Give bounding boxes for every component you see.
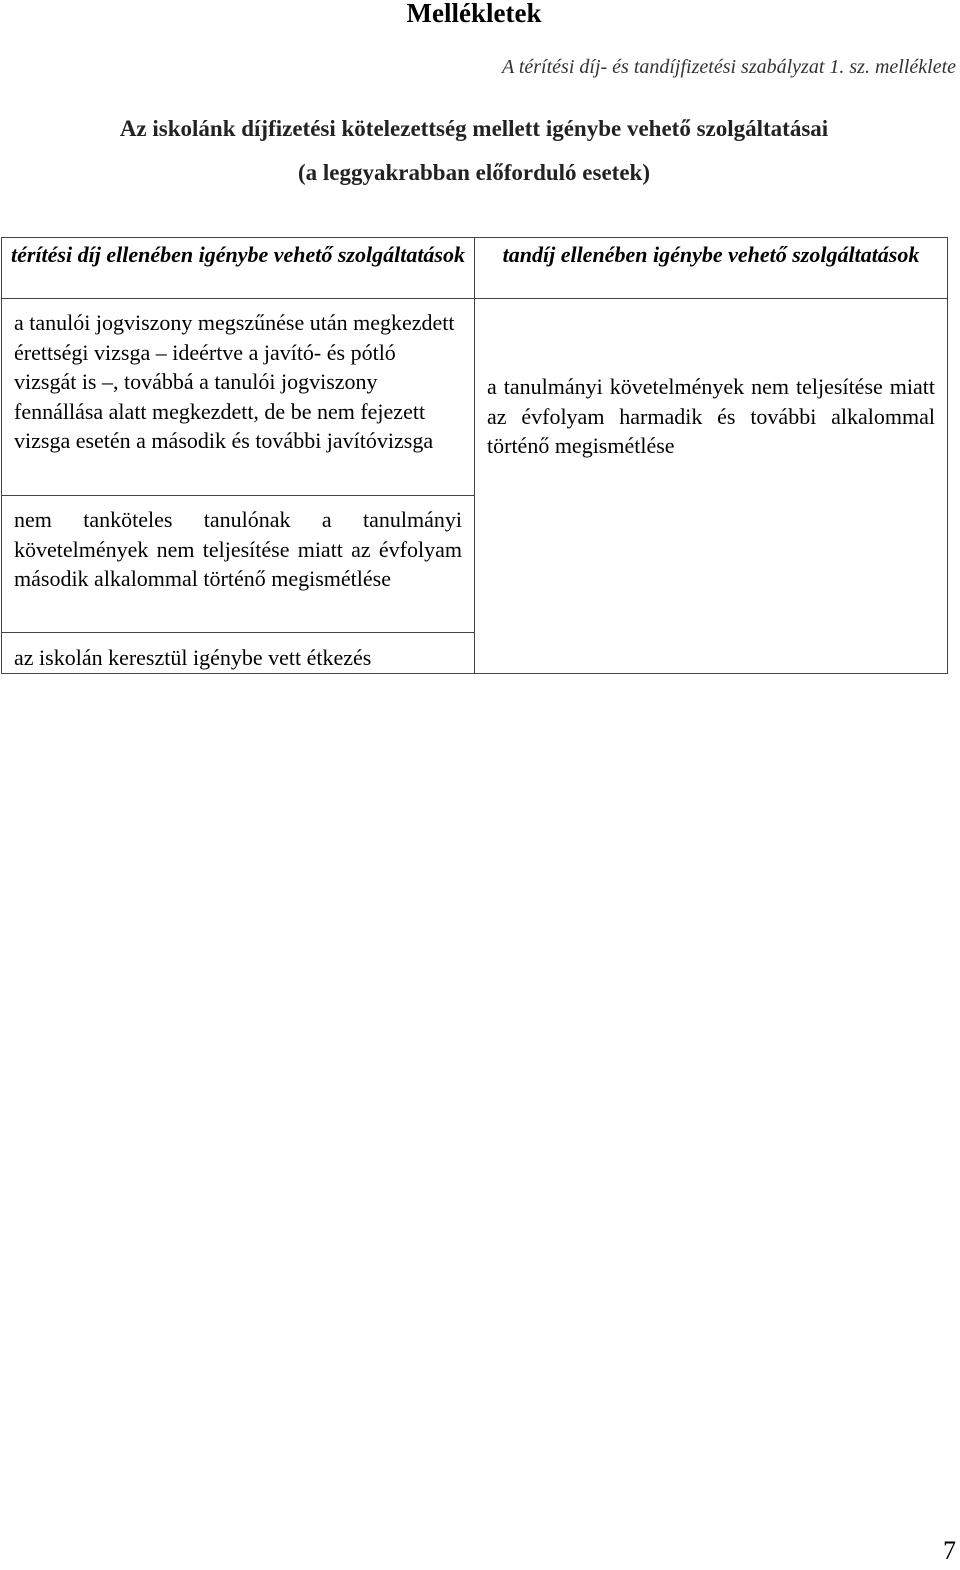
fee-service-repeat-text: nem tanköteles tanulónak a tanulmányi követelmények nem teljesítése miatt az évfolyam második alkalommal történő megismétlése [14,507,462,591]
header-tuition-services-label: tandíj ellenében igénybe vehető szolgáltatások [502,242,920,267]
document-subtitle: (a leggyakrabban előforduló esetek) [297,160,650,185]
fee-service-meals-text: az iskolán keresztül igénybe vett étkezés [14,645,372,670]
page-heading: Mellékletek [406,0,542,28]
fee-service-cell [2,633,475,674]
page-number: 7 [943,1536,956,1565]
fee-service-exam-text: a tanulói jogviszony megszűnése után megkezdett érettségi vizsga – ideértve a javító- és pótló vizsgát is –, továbbá a tanulói jogviszony fennállása alatt megkezdett, de be nem fejezett vizsga esetén a második és további javítóvizsga [14,310,455,453]
fee-service-cell [2,299,475,496]
fee-service-cell [2,496,475,633]
tuition-service-cell [475,299,948,674]
header-fee-services-label: térítési díj ellenében igénybe vehető szolgáltatások [11,242,465,267]
header-tuition-services [475,238,948,299]
table-row [2,299,948,496]
header-fee-services [2,238,475,299]
table-header-row [2,238,948,299]
services-table [1,237,948,674]
tuition-service-repeat-text: a tanulmányi követelmények nem teljesítése miatt az évfolyam harmadik és további alkalommal történő megismétlése [487,374,935,458]
document-title: Az iskolánk díjfizetési kötelezettség mellett igénybe vehető szolgáltatásai [119,116,829,141]
annex-reference: A térítési díj- és tandíjfizetési szabályzat 1. sz. melléklete [501,56,956,78]
